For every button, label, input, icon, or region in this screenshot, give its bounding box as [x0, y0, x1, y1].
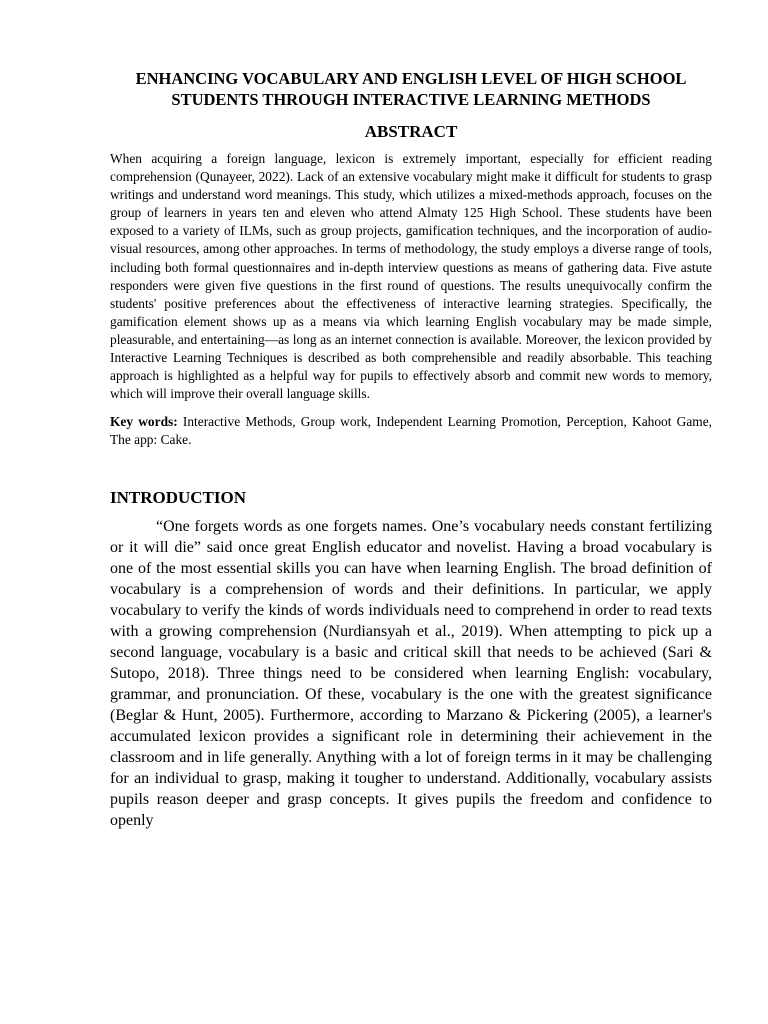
introduction-heading: INTRODUCTION: [110, 487, 247, 507]
keywords-line: [110, 413, 712, 449]
keywords-text: Interactive Methods, Group work, Independent Learning Promotion, Perception, Kahoot Game, The app: Cake.: [110, 414, 712, 448]
abstract-heading: ABSTRACT: [364, 122, 458, 141]
keywords-label: Key words:: [110, 414, 178, 430]
paper-title: ENHANCING VOCABULARY AND ENGLISH LEVEL OF HIGH SCHOOL STUDENTS THROUGH INTERACTIVE LEARNING METHODS: [135, 69, 687, 109]
document-page: [110, 68, 712, 831]
introduction-body: “One forgets words as one forgets names. One’s vocabulary needs constant fertilizing or it will die” said once great English educator and novelist. Having a broad vocabulary is one of the most essential skills you can have when learning English. The broad definition of vocabulary is a comprehension of words and their definitions. In particular, we apply vocabulary to verify the kinds of words individuals need to comprehend in order to read texts with a growing comprehension (Nurdiansyah et al., 2019). When attempting to pick up a second language, vocabulary is a basic and critical skill that needs to be achieved (Sari & Sutopo, 2018). Three things need to be considered when learning English: vocabulary, grammar, and pronunciation. Of these, vocabulary is the one with the greatest significance (Beglar & Hunt, 2005). Furthermore, according to Marzano & Pickering (2005), a learner's accumulated lexicon provides a significant role in determining their achievement in the classroom and in life generally. Anything with a lot of foreign terms in it may be challenging for an individual to grasp, making it tougher to understand. Additionally, vocabulary assists pupils reason deeper and grasp concepts. It gives pupils the freedom and confidence to openly: [110, 517, 712, 829]
abstract-body: When acquiring a foreign language, lexicon is extremely important, especially for efficient reading comprehension (Qunayeer, 2022). Lack of an extensive vocabulary might make it difficult for students to grasp writings and understand word meanings. This study, which utilizes a mixed-methods approach, focuses on the group of learners in years ten and eleven who attend Almaty 125 High School. These students have been exposed to a variety of ILMs, such as group projects, gamification techniques, and the incorporation of audio-visual resources, among other approaches. In terms of methodology, the study employs a diverse range of tools, including both formal questionnaires and in-depth interview questions as means of gathering data. Five astute responders were given five questions in the first round of questions. The results unequivocally confirm the students' positive preferences about the effectiveness of interactive learning strategies. Specifically, the gamification element shows up as a means via which learning English vocabulary may be made simple, pleasurable, and entertaining—as long as an internet connection is available. Moreover, the lexicon provided by Interactive Learning Techniques is described as both comprehensible and readily absorbable. This teaching approach is highlighted as a helpful way for pupils to effectively absorb and commit new words to memory, which will improve their overall language skills.: [110, 151, 712, 402]
